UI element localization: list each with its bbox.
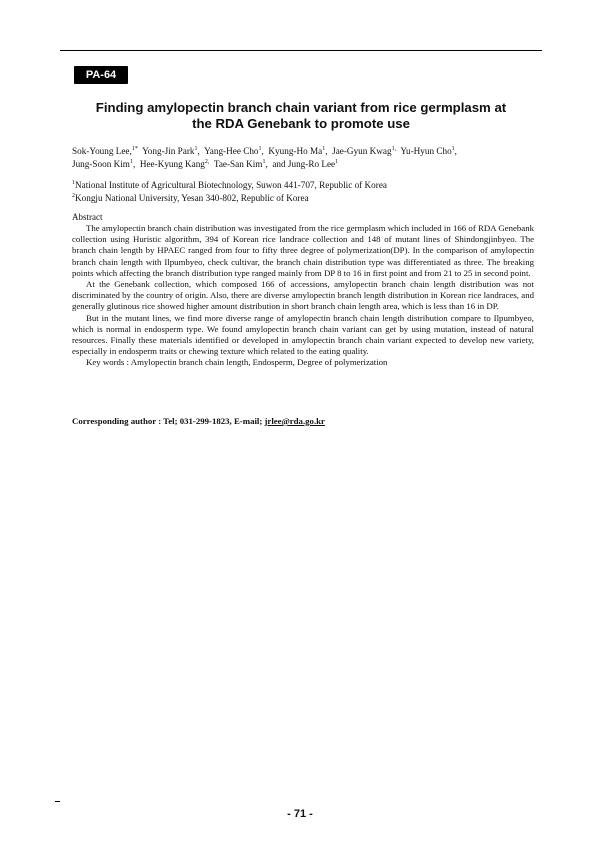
- author: Yu-Hyun Cho$^1$: [400, 145, 455, 156]
- abstract-paragraph-3: But in the mutant lines, we find more diverse range of amylopectin branch chain length distribution compare to Ilpumbyeo, which is normal in endosperm type. We found amylopectin branch chain variant can get by using mutation, instead of natural resources. Finally these materials identified or developed in amylopectin branch chain variant expected to develop new variety, especially in endosperm traits or chewing texture which related to the eating quality.: [72, 312, 534, 357]
- title-line-1: Finding amylopectin branch chain variant from rice germplasm at: [95, 100, 507, 115]
- corresponding-author: [72, 415, 325, 427]
- author: Jung-Soon Kim$^1$: [72, 158, 133, 169]
- title-line-2: the RDA Genebank to promote use: [192, 116, 410, 131]
- author: Yang-Hee Cho$^1$: [204, 145, 262, 156]
- abstract-heading: Abstract: [72, 212, 103, 222]
- affiliations: [72, 179, 538, 204]
- abstract-id-badge: PA-64: [74, 66, 128, 84]
- affiliation-2: $^2$Kongju National University, Yesan 340-802, Republic of Korea: [72, 192, 309, 203]
- abstract-paragraph-2: At the Genebank collection, which composed 166 of accessions, amylopectin branch chain length distribution was not discriminated by the country of origin. Also, there are diverse amylopectin branch length distribution in Korean rice landraces, and generally glutinous rice showed higher amount distribution in short branch chain length area, which is less than 16 in DP.: [72, 279, 534, 312]
- page-number: - 71 -: [287, 808, 313, 820]
- author: Hee-Kyung Kang$^{2,}$: [139, 158, 210, 169]
- abstract-body: [72, 223, 534, 369]
- author-list: Sok-Young Lee,$^{1*}$ Yong-Jin Park$^1$, Yang-Hee Cho$^1$, Kyung-Ho Ma$^1$, Jae-Gyun Kwag$^{1,}$ Yu-Hyun Cho$^1$, Jung-Soon Kim$^1$, Hee-Kyung Kang$^{2,}$ Tae-San Kim$^1$, and Jung-Ro Lee$^1$: [72, 145, 457, 169]
- top-rule: [60, 50, 542, 51]
- author: Tae-San Kim$^1$: [213, 158, 266, 169]
- keywords: Key words : Amylopectin branch chain length, Endosperm, Degree of polymerization: [86, 357, 388, 368]
- corresponding-text: Corresponding author : Tel; 031-299-1823, E-mail;: [72, 416, 265, 426]
- email-link[interactable]: jrlee@rda.go.kr: [264, 416, 325, 426]
- author: and Jung-Ro Lee$^1$: [272, 158, 339, 169]
- abstract-paragraph-1: The amylopectin branch chain distribution was investigated from the rice germplasm which included in 166 of RDA Genebank collection using Huristic algorithm, 394 of Korean rice landrace collection and 148 of mutant lines of Shindongjinbyeo. The branch chain length by HPAEC ranged from four to fifty three degree of polymerization(DP). In the comparison of amylopectin branch chain length with Ilpumbyeo, check cultivar, the branch chain distribution type was differentiated as three. The breaking points which affecting the branch distribution type ranged mainly from DP 8 to 16 in first point and from 21 to 25 in second point.: [72, 223, 534, 278]
- author: Kyung-Ho Ma$^1$: [268, 145, 326, 156]
- paper-title: [64, 100, 538, 132]
- author: Jae-Gyun Kwag$^{1,}$: [332, 145, 397, 156]
- author: Sok-Young Lee,$^{1*}$: [72, 145, 138, 156]
- margin-mark: [55, 801, 60, 802]
- affiliation-1: $^1$National Institute of Agricultural Biotechnology, Suwon 441-707, Republic of Korea: [72, 179, 387, 190]
- author: Yong-Jin Park$^1$: [142, 145, 198, 156]
